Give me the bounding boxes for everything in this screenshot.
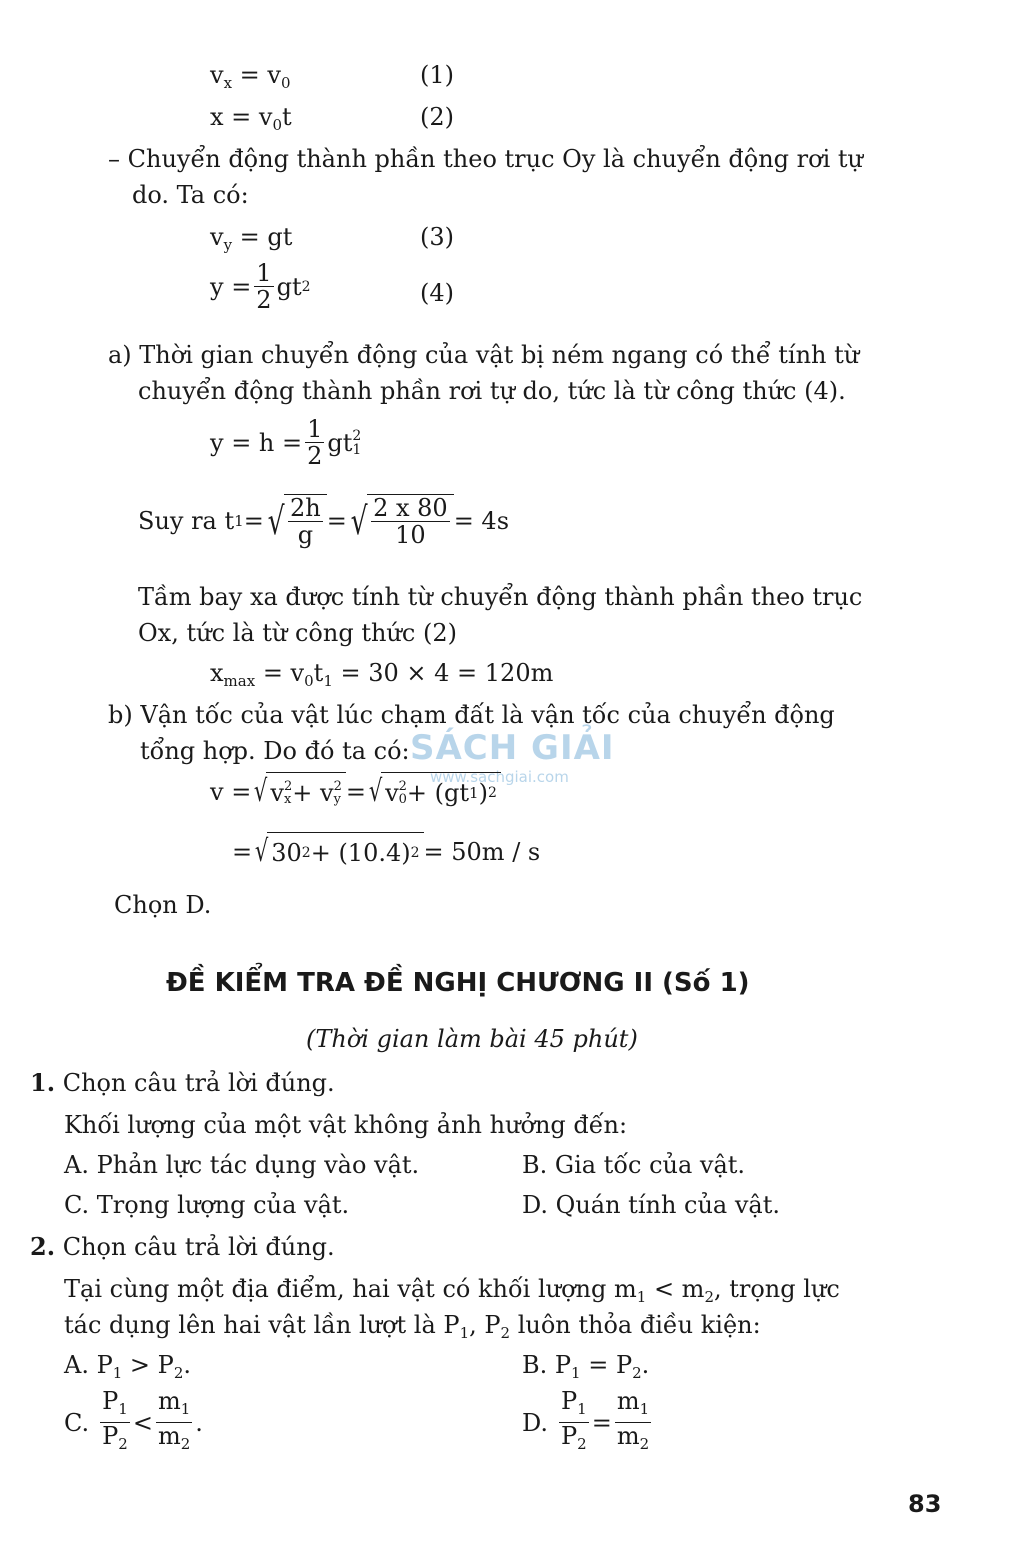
question-2-stem-line1: Tại cùng một địa điểm, hai vật có khối lượng $m_1 < m_2$, trọng lực <box>64 1275 840 1306</box>
equation-x: $x = v_0t$ <box>210 103 292 134</box>
equation-v-result: = √ 30 2 + (10.4) 2 = 50m / s <box>232 832 540 872</box>
equation-label-3: (3) <box>420 223 454 251</box>
equation-y-h: y = h = $\frac{1}{2}$ gt 2 1 <box>210 415 362 470</box>
question-1-option-a: A. Phản lực tác dụng vào vật. <box>64 1151 420 1179</box>
range-line1: Tầm bay xa được tính từ chuyển động thành phần theo trục <box>138 583 863 611</box>
question-2-option-d: D. $\frac{P_1}{P_2}$ = $\frac{m_1}{m_2}$ <box>522 1387 650 1453</box>
range-line2: Ox, tức là từ công thức (2) <box>138 619 457 647</box>
equation-xmax: $x_{max} = v_0t_1 = 30 \times 4 = 120m$ <box>210 659 554 690</box>
watermark-brand: SÁCH GIẢI <box>410 728 615 768</box>
part-b-line2: tổng hợp. Do đó ta có: <box>140 737 410 765</box>
equation-vy: $v_y$ = gt <box>210 223 293 254</box>
question-1-stem: Khối lượng của một vật không ảnh hưởng đến: <box>64 1111 628 1139</box>
equation-label-1: (1) <box>420 61 454 89</box>
equation-v: v = √ v 2 x + v 2 y = √ v 2 0 + (gt 1 ) 2 <box>210 772 501 812</box>
equation-vx: $v_x = v_0$ <box>210 61 291 92</box>
question-1-prompt: 1. Chọn câu trả lời đúng. <box>30 1068 335 1097</box>
part-a-line1: a) Thời gian chuyển động của vật bị ném ngang có thể tính từ <box>108 341 860 369</box>
question-1-option-c: C. Trọng lượng của vật. <box>64 1191 350 1219</box>
question-1-option-b: B. Gia tốc của vật. <box>522 1151 746 1179</box>
paragraph-oy-line2: do. Ta có: <box>132 181 249 209</box>
question-1-option-d: D. Quán tính của vật. <box>522 1191 781 1219</box>
question-2-option-c: C. $\frac{P_1}{P_2}$ < $\frac{m_1}{m_2}$ . <box>64 1387 203 1453</box>
section-heading: ĐỀ KIỂM TRA ĐỀ NGHỊ CHƯƠNG II (Số 1) <box>166 968 750 998</box>
equation-label-4: (4) <box>420 279 454 307</box>
equation-t1: Suy ra t 1 = √ $\frac{2h}{g}$ = √ $\frac{2 x 80}{10}$ = 4s <box>138 494 510 549</box>
equation-label-2: (2) <box>420 103 454 131</box>
equation-y: y = $\frac{1}{2}$ gt 2 <box>210 259 311 314</box>
watermark-url: www.sachgiai.com <box>430 768 569 786</box>
question-2-prompt: 2. Chọn câu trả lời đúng. <box>30 1232 335 1261</box>
page-number: 83 <box>908 1490 942 1518</box>
answer-choose: Chọn D. <box>114 891 212 919</box>
question-2-option-a: A. $P_1 > P_2$. <box>64 1351 191 1382</box>
question-2-stem-line2: tác dụng lên hai vật lần lượt là $P_1$, $P_2$ luôn thỏa điều kiện: <box>64 1311 761 1342</box>
question-2-option-b: B. $P_1 = P_2$. <box>522 1351 650 1382</box>
part-a-line2: chuyển động thành phần rơi tự do, tức là từ công thức (4). <box>138 377 846 405</box>
part-b-line1: b) Vận tốc của vật lúc chạm đất là vận tốc của chuyển động <box>108 701 835 729</box>
time-note: (Thời gian làm bài 45 phút) <box>306 1025 638 1053</box>
paragraph-oy-line1: – Chuyển động thành phần theo trục Oy là chuyển động rơi tự <box>108 145 864 173</box>
